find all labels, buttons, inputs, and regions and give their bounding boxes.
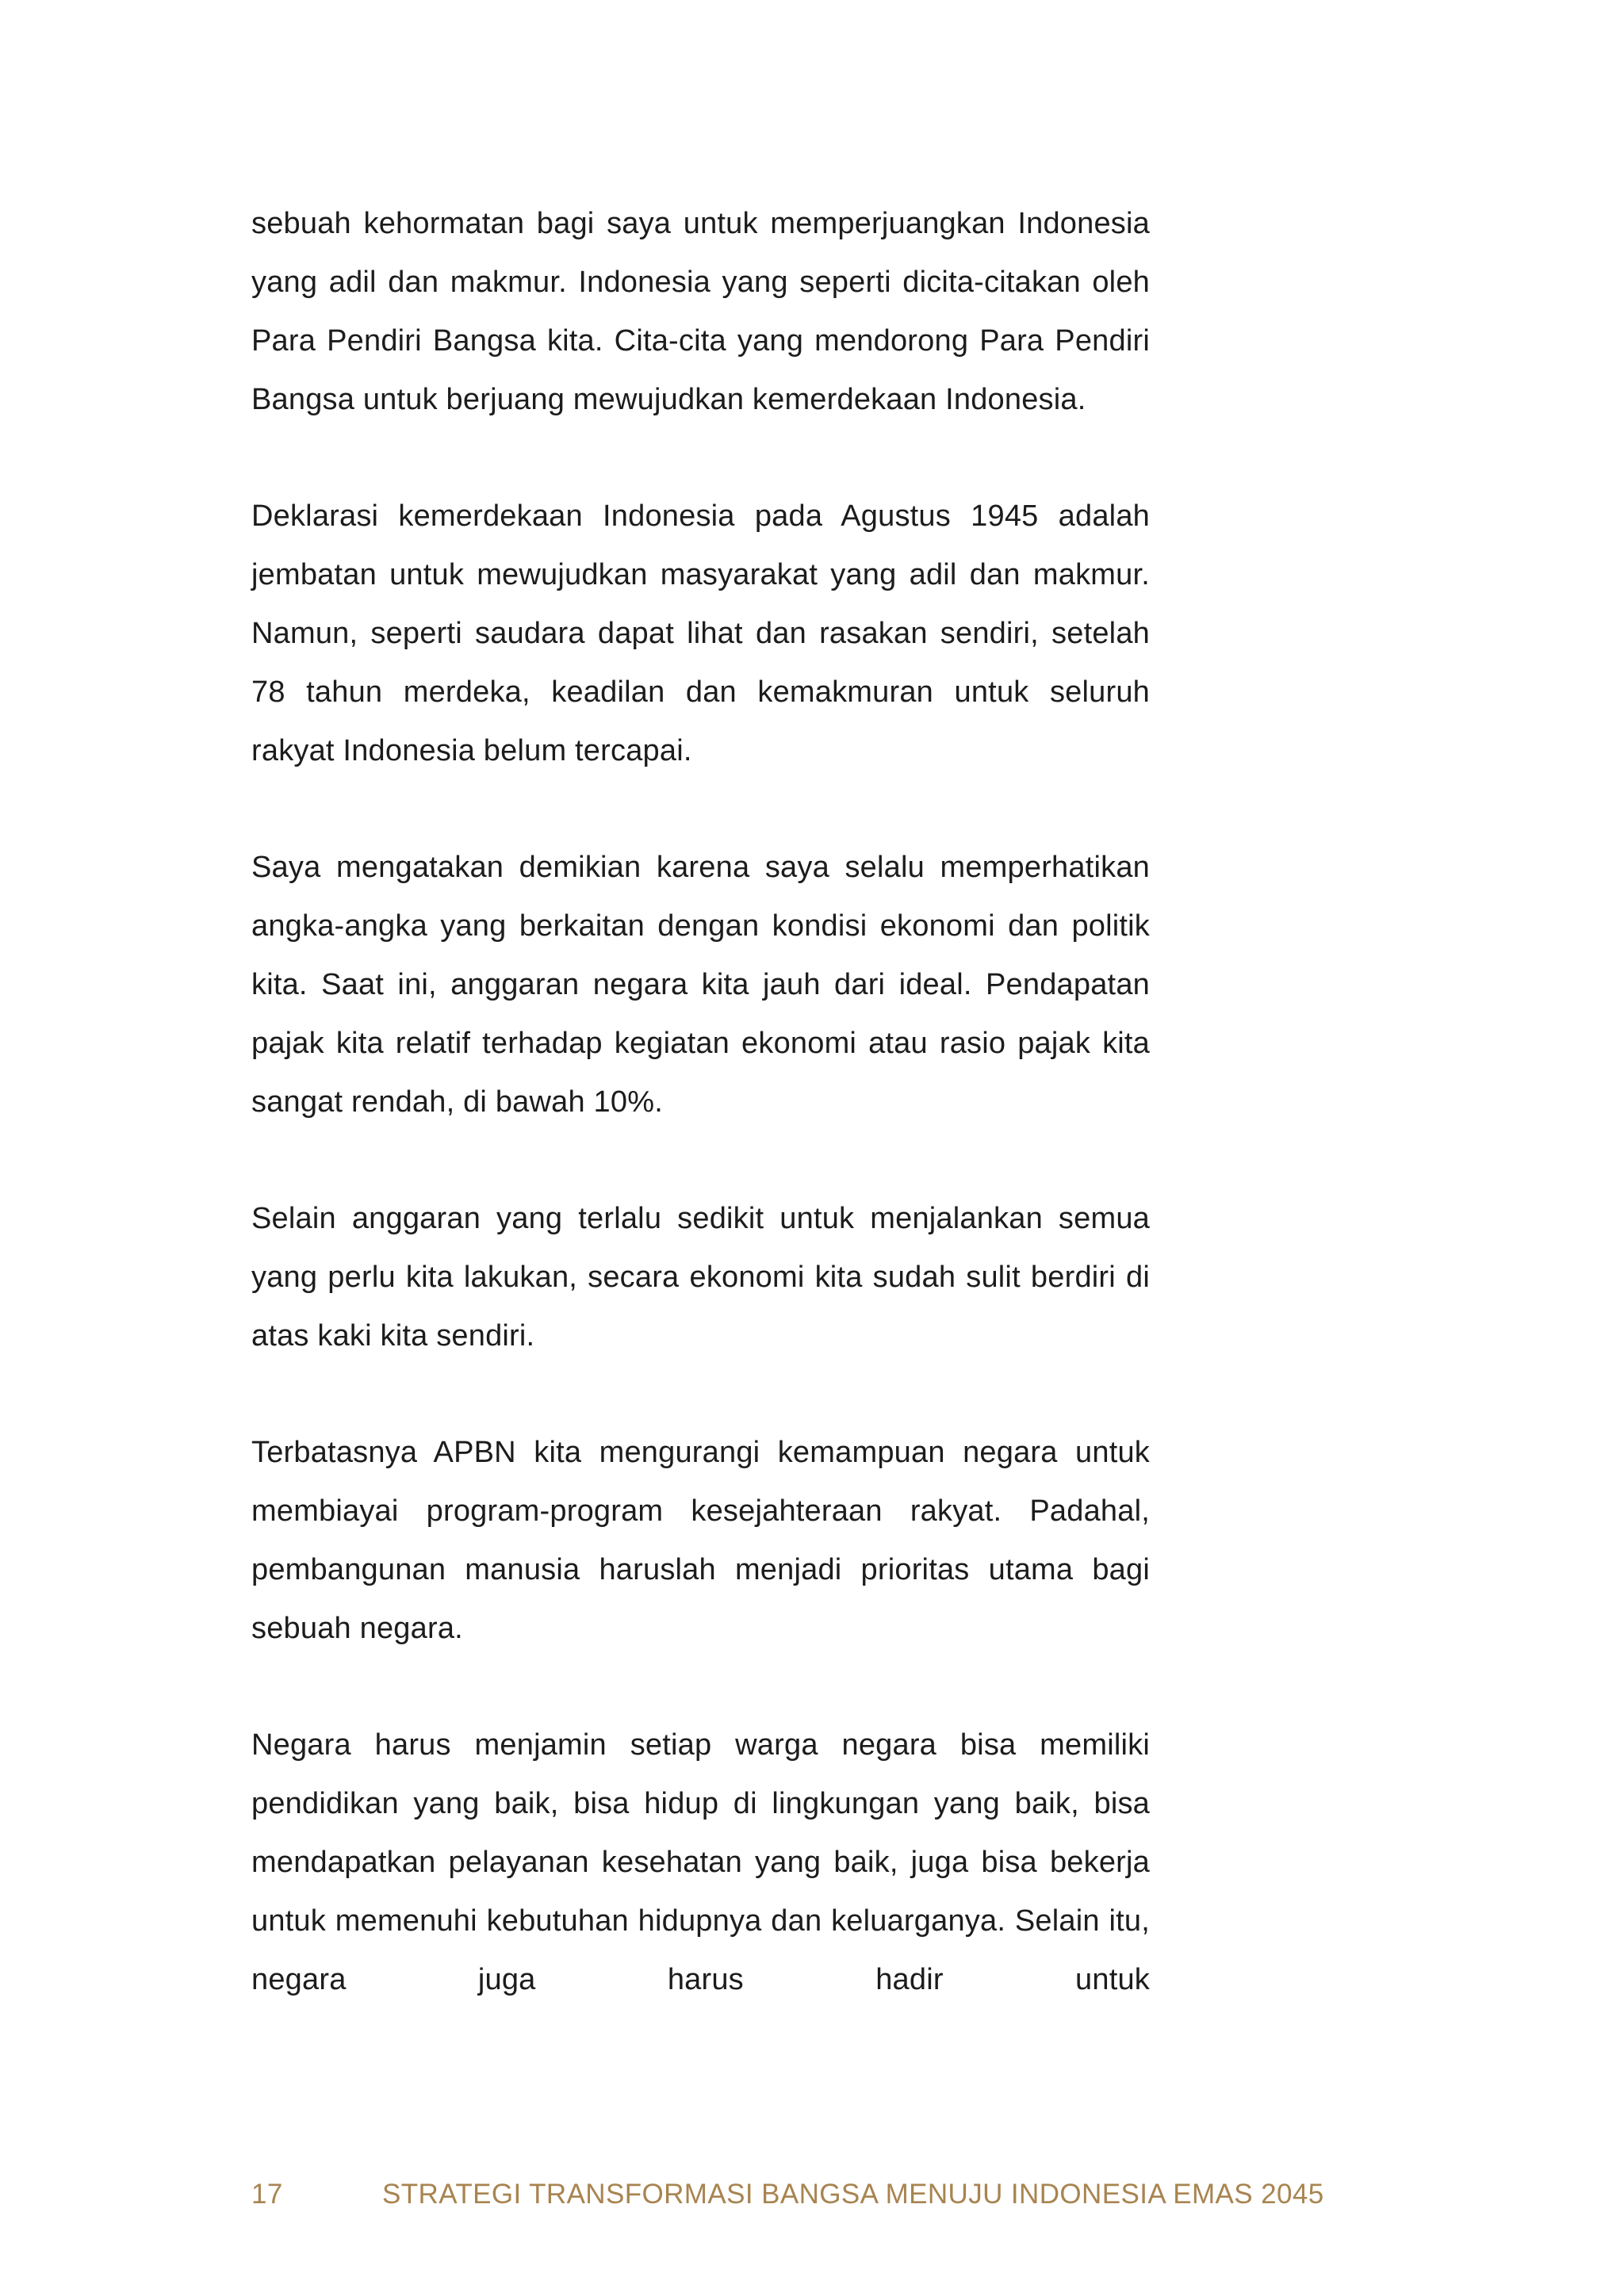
paragraph-4: Selain anggaran yang terlalu sedikit untuk menjalankan semua yang perlu kita lakukan, secara ekonomi kita sudah sulit berdiri di atas kaki kita sendiri. — [251, 1202, 1150, 1353]
paragraph-1: sebuah kehormatan bagi saya untuk memperjuangkan Indonesia yang adil dan makmur. Indonesia yang seperti dicita-citakan oleh Para Pendiri Bangsa kita. Cita-cita yang mendorong Para Pendiri Bangsa untuk berjuang mewujudkan kemerdekaan Indonesia. — [251, 207, 1150, 416]
paragraph-6: Negara harus menjamin setiap warga negara bisa memiliki pendidikan yang baik, bisa hidup di lingkungan yang baik, bisa mendapatkan pelayanan kesehatan yang baik, juga bisa bekerja untuk memenuhi kebutuhan hidupnya dan keluarganya. Selain itu, negara juga harus hadir untuk — [251, 1728, 1150, 1996]
running-title: STRATEGI TRANSFORMASI BANGSA MENUJU INDONESIA EMAS 2045 — [382, 2179, 1324, 2210]
page-number: 17 — [251, 2179, 283, 2210]
page-footer — [251, 2179, 1324, 2218]
paragraph-5: Terbatasnya APBN kita mengurangi kemampuan negara untuk membiayai program-program kesejahteraan rakyat. Padahal, pembangunan manusia haruslah menjadi prioritas utama bagi sebuah negara. — [251, 1436, 1150, 1645]
body-text — [251, 194, 1150, 2009]
paragraph-2: Deklarasi kemerdekaan Indonesia pada Agustus 1945 adalah jembatan untuk mewujudkan masyarakat yang adil dan makmur. Namun, seperti saudara dapat lihat dan rasakan sendiri, setelah 78 tahun merdeka, keadilan dan kemakmuran untuk seluruh rakyat Indonesia belum tercapai. — [251, 499, 1150, 767]
paragraph-3: Saya mengatakan demikian karena saya selalu memperhatikan angka-angka yang berkaitan dengan kondisi ekonomi dan politik kita. Saat ini, anggaran negara kita jauh dari ideal. Pendapatan pajak kita relatif terhadap kegiatan ekonomi atau rasio pajak kita sangat rendah, di bawah 10%. — [251, 851, 1150, 1119]
